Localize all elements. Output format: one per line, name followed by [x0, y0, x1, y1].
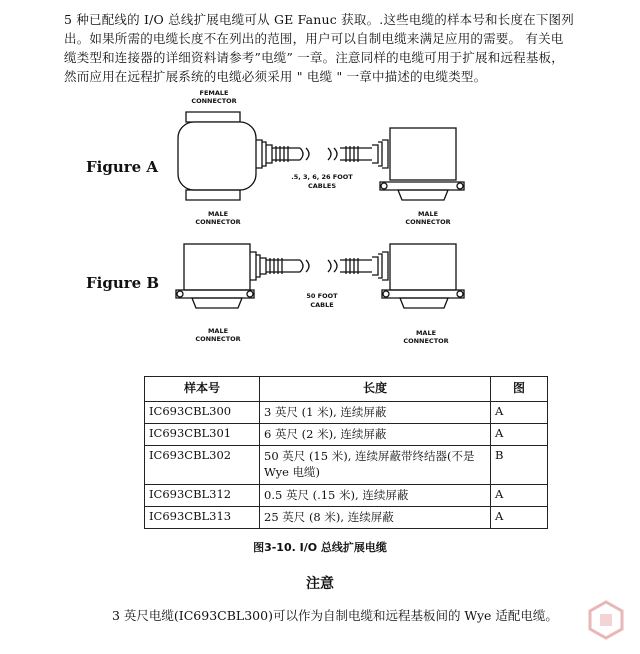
cell-figure: B: [491, 446, 548, 485]
male-connector-b-right-line1: MALE: [415, 329, 437, 337]
figure-a-label: Figure A: [86, 158, 159, 176]
cable-b-label-line1: 50 FOOT: [306, 292, 338, 300]
note-body: 3 英尺电缆(IC693CBL300)可以作为自制电缆和远程基板间的 Wye 适配电缆。: [112, 608, 558, 623]
cell-length: 25 英尺 (8 米), 连续屏蔽: [260, 507, 491, 529]
intro-line: 出。如果所需的电缆长度不在列出的范围，用户可以自制电缆来满足应用的需要。 有关电: [64, 31, 564, 46]
cable-a-label-line2: CABLES: [307, 182, 337, 190]
cell-figure: A: [491, 402, 548, 424]
cell-catalog-number: IC693CBL313: [145, 507, 260, 529]
figure-b-label: Figure B: [86, 274, 160, 292]
cell-catalog-number: IC693CBL312: [145, 485, 260, 507]
cell-figure: A: [491, 507, 548, 529]
note-title: 注意: [306, 576, 334, 592]
cell-catalog-number: IC693CBL302: [145, 446, 260, 485]
male-connector-a-left-line1: MALE: [207, 210, 229, 218]
table-row: [145, 507, 548, 529]
male-connector-b-left-line1: MALE: [207, 327, 229, 335]
cable-b-label-line2: CABLE: [310, 301, 334, 309]
table-row: [145, 446, 548, 485]
cell-length: 0.5 英尺 (.15 米), 连续屏蔽: [260, 485, 491, 507]
intro-line: 然而应用在远程扩展系统的电缆必须采用 " 电缆 " 一章中描述的电缆类型。: [64, 69, 487, 84]
cell-figure: A: [491, 485, 548, 507]
male-connector-a-left-line2: CONNECTOR: [195, 218, 241, 226]
header-catalog-number: 样本号: [145, 377, 260, 402]
cable-table: [144, 376, 548, 529]
cell-length: 6 英尺 (2 米), 连续屏蔽: [260, 424, 491, 446]
figure-a-left-connector: [178, 112, 309, 200]
cell-catalog-number: IC693CBL301: [145, 424, 260, 446]
figure-a-right-connector: [328, 128, 464, 200]
watermark-logo: [584, 598, 628, 642]
female-connector-label-line1: FEMALE: [199, 89, 229, 97]
cell-length: 3 英尺 (1 米), 连续屏蔽: [260, 402, 491, 424]
figure-caption: 图3-10. I/O 总线扩展电缆: [253, 541, 387, 554]
male-connector-b-left-line2: CONNECTOR: [195, 335, 241, 343]
male-connector-b-right-line2: CONNECTOR: [403, 337, 449, 345]
cable-a-label-line1: .5, 3, 6, 26 FOOT: [291, 173, 353, 181]
table-row: [145, 485, 548, 507]
figure-b-right-connector: [328, 244, 464, 308]
header-length: 长度: [260, 377, 491, 402]
male-connector-a-right-line2: CONNECTOR: [405, 218, 451, 226]
cell-length: 50 英尺 (15 米), 连续屏蔽带终结器(不是 Wye 电缆): [260, 446, 491, 485]
cell-catalog-number: IC693CBL300: [145, 402, 260, 424]
table-header-row: [145, 377, 548, 402]
table-row: [145, 402, 548, 424]
male-connector-a-right-line1: MALE: [417, 210, 439, 218]
female-connector-label-line2: CONNECTOR: [191, 97, 237, 105]
cell-figure: A: [491, 424, 548, 446]
intro-line: 缆类型和连接器的详细资料请参考”电缆” 一章。注意同样的电缆可用于扩展和远程基板，: [64, 50, 564, 65]
table-row: [145, 424, 548, 446]
figure-b-left-connector: [176, 244, 309, 308]
intro-line: 5 种已配线的 I/O 总线扩展电缆可从 GE Fanuc 获取。.这些电缆的样本号和长度在下图列: [64, 12, 574, 27]
header-figure: 图: [491, 377, 548, 402]
